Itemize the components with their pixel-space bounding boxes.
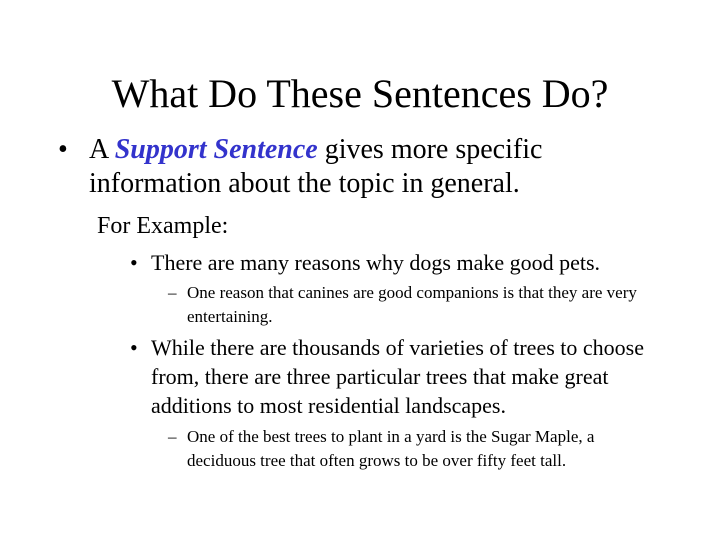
example-bullet-1-text: There are many reasons why dogs make good pets. <box>151 250 601 275</box>
main-bullet-suffix: gives more specific information about the topic in general. <box>89 134 543 199</box>
bullet-icon: • <box>130 250 138 275</box>
example-sub-bullet-1-text: One reason that canines are good companions is that they are very entertaining. <box>187 283 637 326</box>
example-bullet-2 <box>130 333 670 420</box>
bullet-icon: • <box>130 335 138 360</box>
dash-icon: – <box>168 427 177 446</box>
main-bullet <box>58 133 618 201</box>
example-sub-bullet-2 <box>168 425 668 473</box>
slide-title: What Do These Sentences Do? <box>111 71 609 116</box>
main-bullet-text <box>89 133 589 201</box>
main-bullet-prefix: A <box>89 134 115 165</box>
dash-icon: – <box>168 283 177 302</box>
example-bullet-1 <box>130 248 670 277</box>
bullet-icon: • <box>58 134 68 165</box>
example-label: For Example: <box>97 213 229 239</box>
example-sub-bullet-1 <box>168 281 668 329</box>
example-sub-bullet-2-text: One of the best trees to plant in a yard is the Sugar Maple, a deciduous tree that often grows to be over fifty feet tall. <box>187 427 595 470</box>
support-sentence-term: Support Sentence <box>114 134 318 165</box>
example-bullet-2-text: While there are thousands of varieties of trees to choose from, there are three particular trees that make great additions to most residential landscapes. <box>151 335 644 418</box>
